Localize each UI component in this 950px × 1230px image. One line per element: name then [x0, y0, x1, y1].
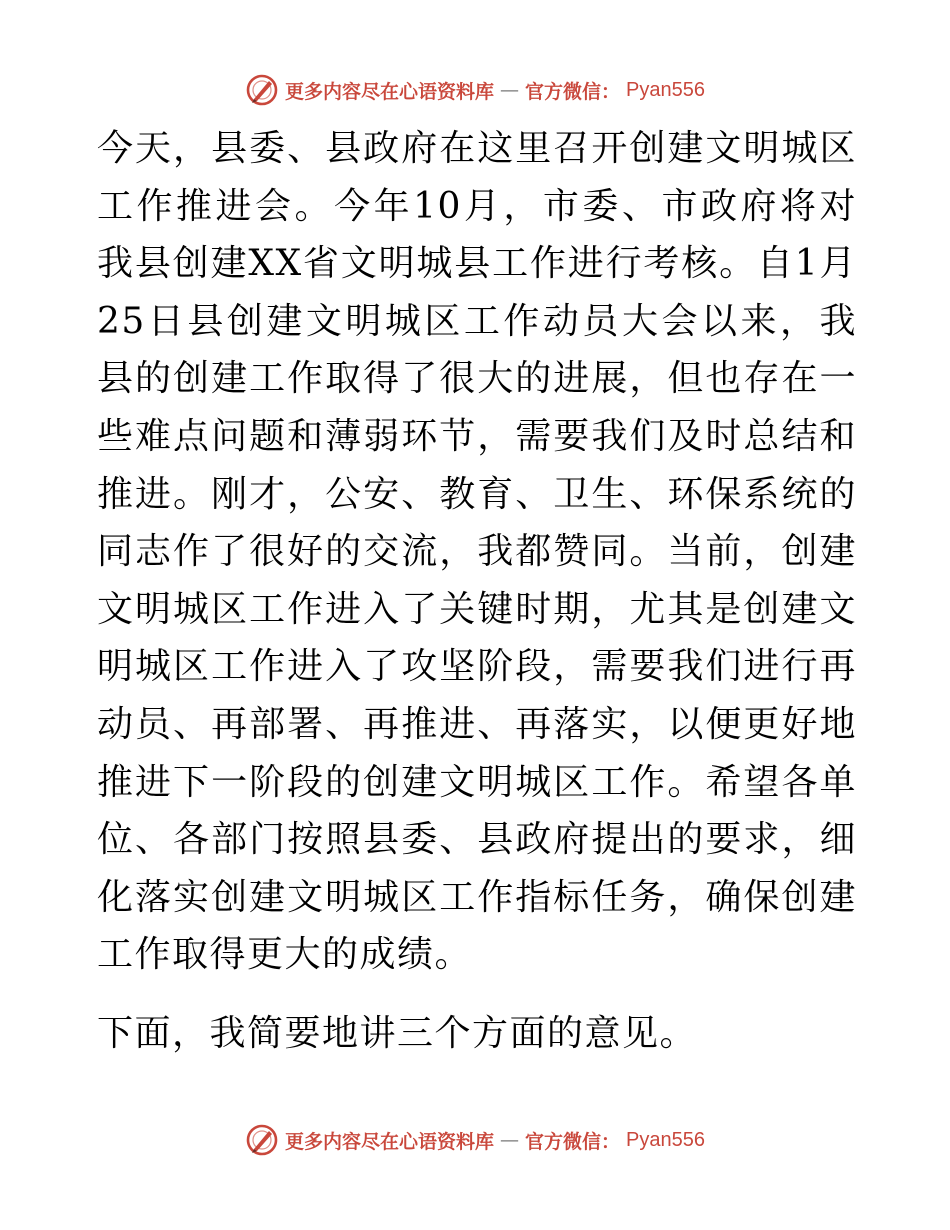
header-wechat-label: 官方微信： [525, 80, 621, 103]
pen-circle-logo-icon [245, 73, 279, 107]
body-paragraph-1: 今天，县委、县政府在这里召开创建文明城区工作推进会。今年10月，市委、市政府将对我县创建XX省文明城县工作进行考核。自1月25日县创建文明城区工作动员大会以来，我县的创建工作取得了很大的进展，但也存在一些难点问题和薄弱环节，需要我们及时总结和推进。刚才，公安、教育、卫生、环保系统的同志作了很好的交流，我都赞同。当前，创建文明城区工作进入了关键时期，尤其是创建文明城区工作进入了攻坚阶段，需要我们进行再动员、再部署、再推进、再落实，以便更好地推进下一阶段的创建文明城区工作。希望各单位、各部门按照县委、县政府提出的要求，细化落实创建文明城区工作指标任务，确保创建工作取得更大的成绩。 [97, 128, 857, 976]
body-paragraph-2: 下面，我简要地讲三个方面的意见。 [97, 1012, 698, 1054]
footer-slogan: 更多内容尽在心语资料库 [285, 1130, 495, 1153]
footer-wechat-id: Pyan556 [626, 1128, 705, 1151]
header-slogan: 更多内容尽在心语资料库 [285, 80, 495, 103]
pen-circle-logo-icon [245, 1123, 279, 1157]
header-banner [0, 70, 950, 110]
footer-wechat-label: 官方微信： [525, 1130, 621, 1153]
header-wechat-id: Pyan556 [626, 78, 705, 101]
header-separator: — [500, 79, 520, 101]
footer-separator: — [500, 1129, 520, 1151]
footer-banner [0, 1120, 950, 1160]
document-body [97, 120, 857, 1063]
